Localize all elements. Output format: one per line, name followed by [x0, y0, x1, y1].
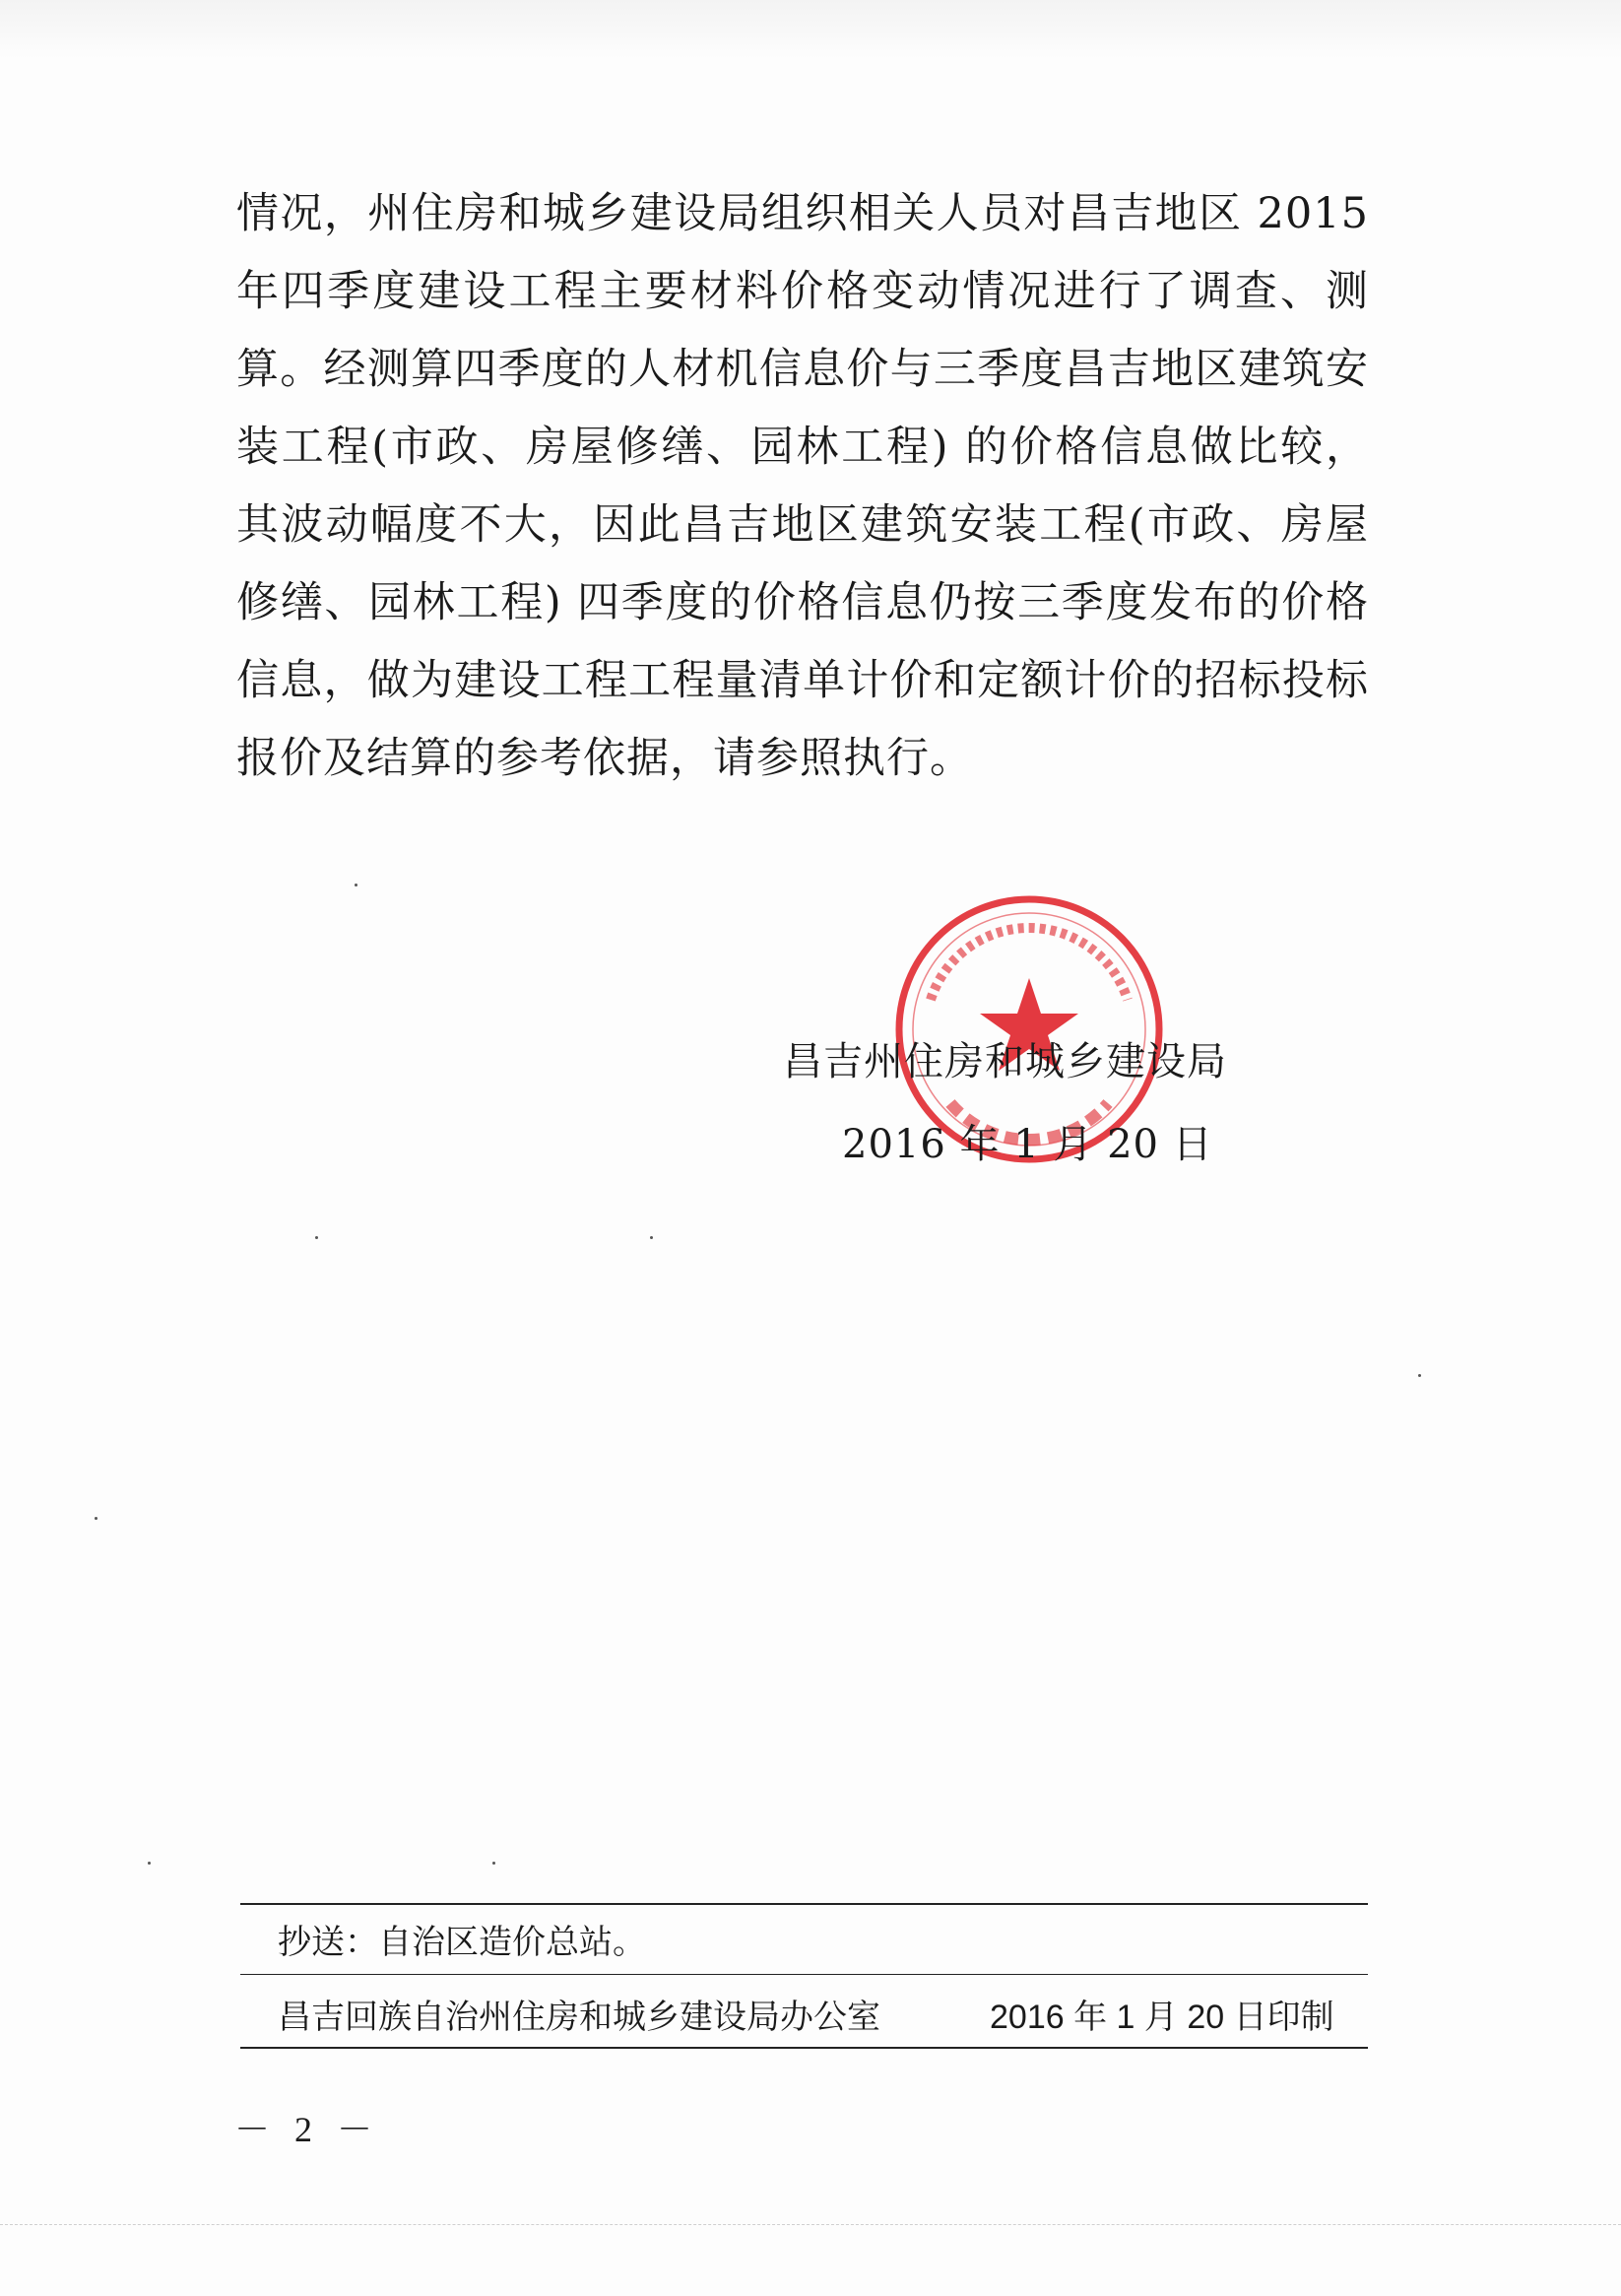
printing-date: 2016 年 1 月 20 日印制 [990, 1999, 1334, 2036]
body-paragraph [236, 175, 1369, 798]
footer-divider [240, 1903, 1368, 1905]
footer-divider [240, 2047, 1368, 2049]
issue-date: 2016 年 1 月 20 日 [842, 1122, 1213, 1167]
body-line: 信息，做为建设工程工程量清单计价和定额计价的招标投标 [236, 656, 1369, 705]
footer-divider [240, 1974, 1368, 1975]
page-number: － 2 － [234, 2110, 381, 2149]
scan-speck [492, 1862, 495, 1865]
body-line: 装工程(市政、房屋修缮、园林工程) 的价格信息做比较， [236, 423, 1369, 472]
scan-edge [0, 2224, 1621, 2225]
scan-speck [355, 884, 357, 886]
cc-recipients: 抄送：自治区造价总站。 [278, 1924, 646, 1961]
issuing-organization: 昌吉州住房和城乡建设局 [783, 1039, 1227, 1084]
signature-block [783, 1020, 1256, 1186]
scan-speck [148, 1862, 151, 1865]
printing-office: 昌吉回族自治州住房和城乡建设局办公室 [278, 1999, 880, 2036]
scan-speck [315, 1236, 318, 1239]
body-line: 情况，州住房和城乡建设局组织相关人员对昌吉地区 2015 [236, 189, 1369, 238]
scan-speck [650, 1236, 653, 1239]
scan-speck [95, 1517, 97, 1520]
scan-shadow [0, 0, 1621, 59]
body-line: 其波动幅度不大，因此昌吉地区建筑安装工程(市政、房屋 [236, 500, 1369, 550]
scan-speck [1418, 1374, 1421, 1377]
body-line: 报价及结算的参考依据，请参照执行。 [236, 734, 973, 783]
body-line: 修缮、园林工程) 四季度的价格信息仍按三季度发布的价格 [236, 578, 1369, 627]
body-line: 年四季度建设工程主要材料价格变动情况进行了调查、测 [236, 267, 1369, 316]
body-line: 算。经测算四季度的人材机信息价与三季度昌吉地区建筑安 [236, 345, 1369, 394]
